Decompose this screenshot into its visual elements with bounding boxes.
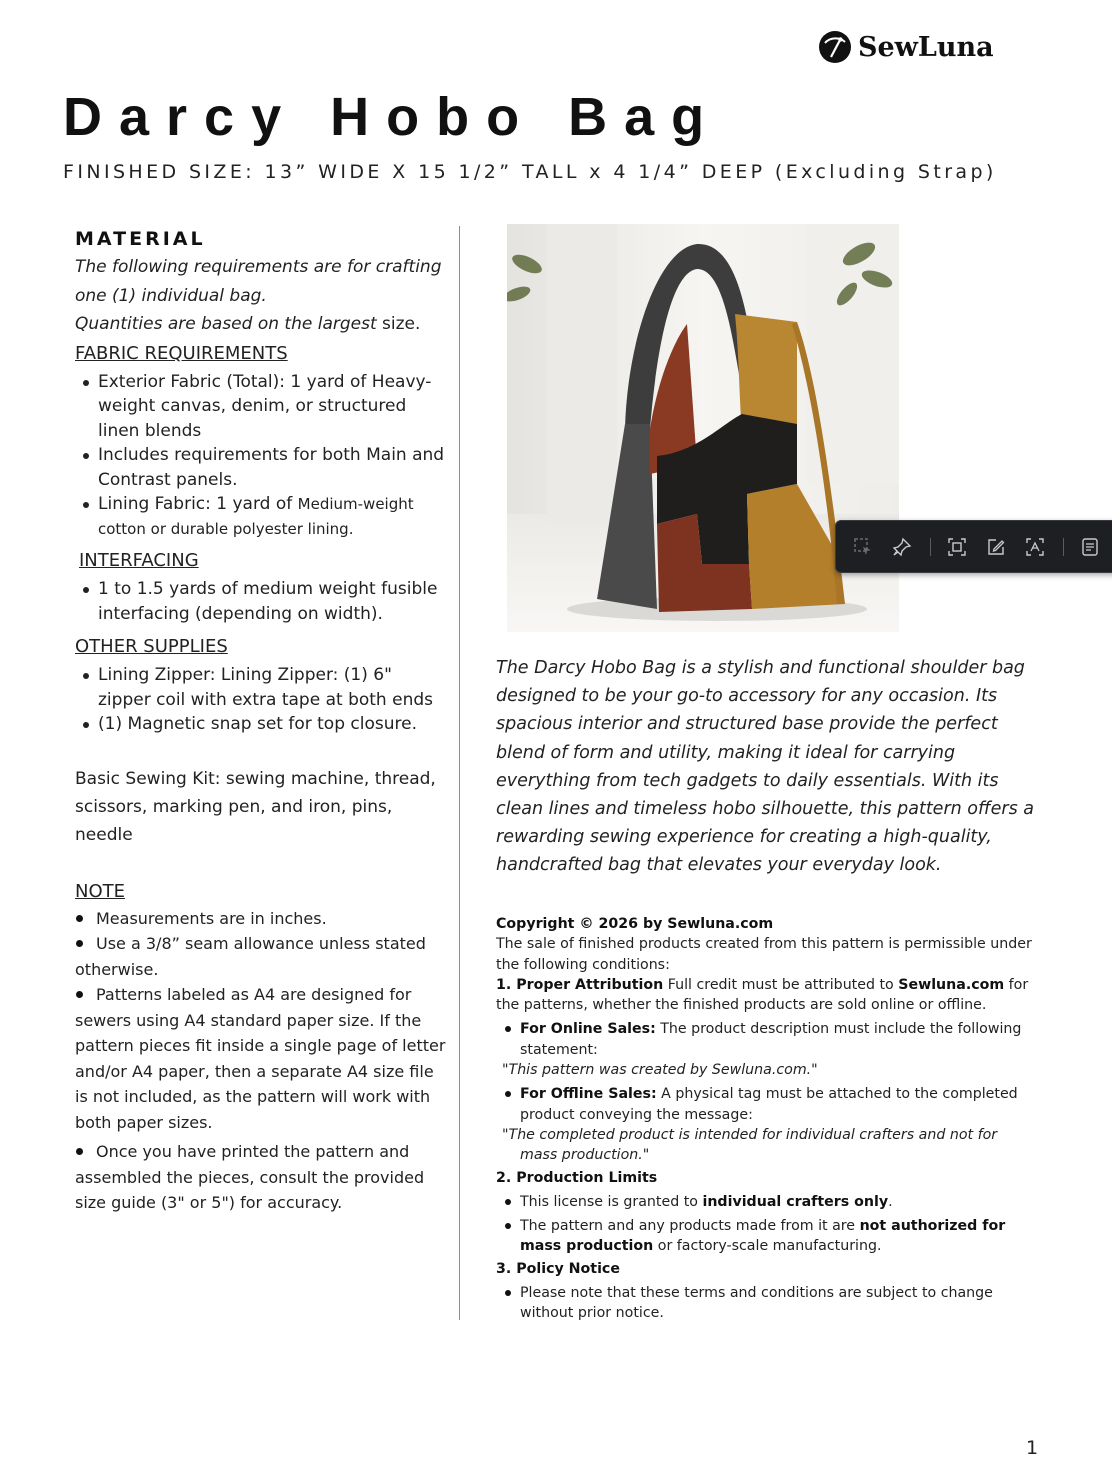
- policy-notice-heading: 3. Policy Notice: [496, 1260, 620, 1277]
- copyright-section: [496, 914, 1036, 1324]
- lining-text: Lining Fabric: 1 yard of: [98, 494, 298, 514]
- toolbar-separator: [930, 538, 931, 556]
- license-bold: individual crafters only: [702, 1193, 889, 1210]
- finished-size: FINISHED SIZE: 13” WIDE X 15 1/2” TALL x 4 1/4” DEEP (Excluding Strap): [63, 161, 997, 183]
- sales-list: [496, 1019, 1036, 1060]
- lining-detail: Medium-weight cotton or durable polyester lining.: [98, 495, 414, 538]
- production-limits-heading: 2. Production Limits: [496, 1169, 658, 1186]
- offline-quote-b: mass production.": [520, 1147, 650, 1164]
- attribution-paragraph: [496, 975, 1036, 1016]
- brand-name: SewLuna: [858, 31, 994, 63]
- pin-icon[interactable]: [891, 536, 913, 558]
- sewing-kit: Basic Sewing Kit: sewing machine, thread, scissors, marking pen, and iron, pins, needle: [75, 768, 436, 845]
- document-icon[interactable]: [1079, 536, 1101, 558]
- list-item: Lining Zipper: Lining Zipper: (1) 6" zipper coil with extra tape at both ends: [75, 663, 447, 712]
- sales-list-offline: [496, 1084, 1036, 1125]
- bag-description: The Darcy Hobo Bag is a stylish and functional shoulder bag designed to be your go-to accessory for any occasion. Its spacious interior and structured base provide the perfect blend of form and utility, making it ideal for carrying everything from tech gadgets to daily essentials. With its clean lines and timeless hobo silhouette, this pattern offers a rewarding sewing experience for creating a high-quality, handcrafted bag that elevates your everyday look.: [496, 658, 1034, 876]
- note-list: [75, 906, 447, 1216]
- material-column: [75, 226, 447, 1216]
- material-heading: MATERIAL: [75, 228, 206, 250]
- mass-end: or factory-scale manufacturing.: [653, 1238, 882, 1255]
- list-item: [75, 492, 447, 541]
- page-number: 1: [1026, 1437, 1039, 1459]
- material-intro-1: The following requirements are for crafting one (1) individual bag.: [75, 257, 442, 306]
- list-item: Includes requirements for both Main and Contrast panels.: [75, 443, 447, 492]
- copyright-heading: Copyright © 2026 by Sewluna.com: [496, 916, 774, 932]
- note-heading: NOTE: [75, 880, 126, 902]
- list-item: Please note that these terms and conditions are subject to change without prior notice.: [496, 1283, 1036, 1324]
- attribution-label: 1. Proper Attribution: [496, 976, 664, 993]
- scan-icon[interactable]: [1024, 536, 1046, 558]
- interfacing-heading: INTERFACING: [79, 550, 199, 571]
- frame-icon[interactable]: [946, 536, 968, 558]
- copyright-intro: The sale of finished products created from this pattern is permissible under the following conditions:: [496, 936, 1032, 973]
- needle-circle-icon: [818, 30, 852, 64]
- mass-bold: not authorized for mass production: [520, 1218, 1006, 1255]
- other-supplies-heading: OTHER SUPPLIES: [75, 636, 228, 657]
- list-item: [496, 1216, 1036, 1257]
- toolbar-separator: [1063, 538, 1064, 556]
- list-item: Exterior Fabric (Total): 1 yard of Heavy-weight canvas, denim, or structured linen blends: [75, 370, 447, 444]
- list-item: Patterns labeled as A4 are designed for sewers using A4 standard paper size. If the pattern pieces fit inside a single page of letter and/or A4 paper, then a separate A4 size file is not included, as the pattern will work with both paper sizes.: [75, 982, 447, 1135]
- list-item: [496, 1019, 1036, 1060]
- brand-logo: [818, 28, 994, 66]
- offline-quote-a: "The completed product is intended for individual crafters and not for: [502, 1126, 998, 1143]
- fabric-heading: FABRIC REQUIREMENTS: [75, 342, 288, 364]
- other-supplies-list: [75, 663, 447, 737]
- list-item: (1) Magnetic snap set for top closure.: [75, 712, 447, 737]
- list-item: Once you have printed the pattern and assembled the pieces, consult the provided size guide (3" or 5") for accuracy.: [75, 1139, 447, 1216]
- online-quote: "This pattern was created by Sewluna.com.": [502, 1062, 818, 1079]
- list-item: 1 to 1.5 yards of medium weight fusible interfacing (depending on width).: [75, 577, 447, 626]
- material-intro: [75, 253, 447, 339]
- mass-text: The pattern and any products made from it are: [520, 1218, 860, 1235]
- fabric-list: [75, 370, 447, 542]
- list-item: Measurements are in inches.: [75, 906, 447, 932]
- material-intro-2: Quantities are based on the largest: [75, 314, 377, 334]
- interfacing-list: [75, 577, 447, 626]
- list-item: [496, 1192, 1036, 1212]
- production-list: [496, 1192, 1036, 1257]
- column-divider: [459, 226, 460, 1320]
- online-sales-text: The product description must include the following statement:: [520, 1021, 1022, 1058]
- license-text: This license is granted to: [520, 1193, 703, 1210]
- offline-sales-label: For Offline Sales:: [520, 1086, 657, 1103]
- online-sales-label: For Online Sales:: [520, 1021, 656, 1038]
- policy-list: [496, 1283, 1036, 1324]
- attribution-text: Full credit must be attributed to: [663, 976, 899, 993]
- offline-quote: [496, 1125, 1036, 1166]
- license-end: .: [888, 1193, 893, 1210]
- floating-toolbar: [835, 520, 1112, 573]
- offline-sales-text: A physical tag must be attached to the completed product conveying the message:: [520, 1086, 1018, 1123]
- attribution-site: Sewluna.com: [898, 976, 1005, 993]
- list-item: [496, 1084, 1036, 1125]
- material-intro-3: size.: [376, 314, 421, 334]
- list-item: Use a 3/8” seam allowance unless stated otherwise.: [75, 931, 447, 982]
- attribution-rest: for the patterns, whether the finished products are sold online or offline.: [496, 976, 1029, 1014]
- edit-icon[interactable]: [985, 536, 1007, 558]
- select-icon[interactable]: [852, 536, 874, 558]
- page-title: Darcy Hobo Bag: [63, 87, 722, 147]
